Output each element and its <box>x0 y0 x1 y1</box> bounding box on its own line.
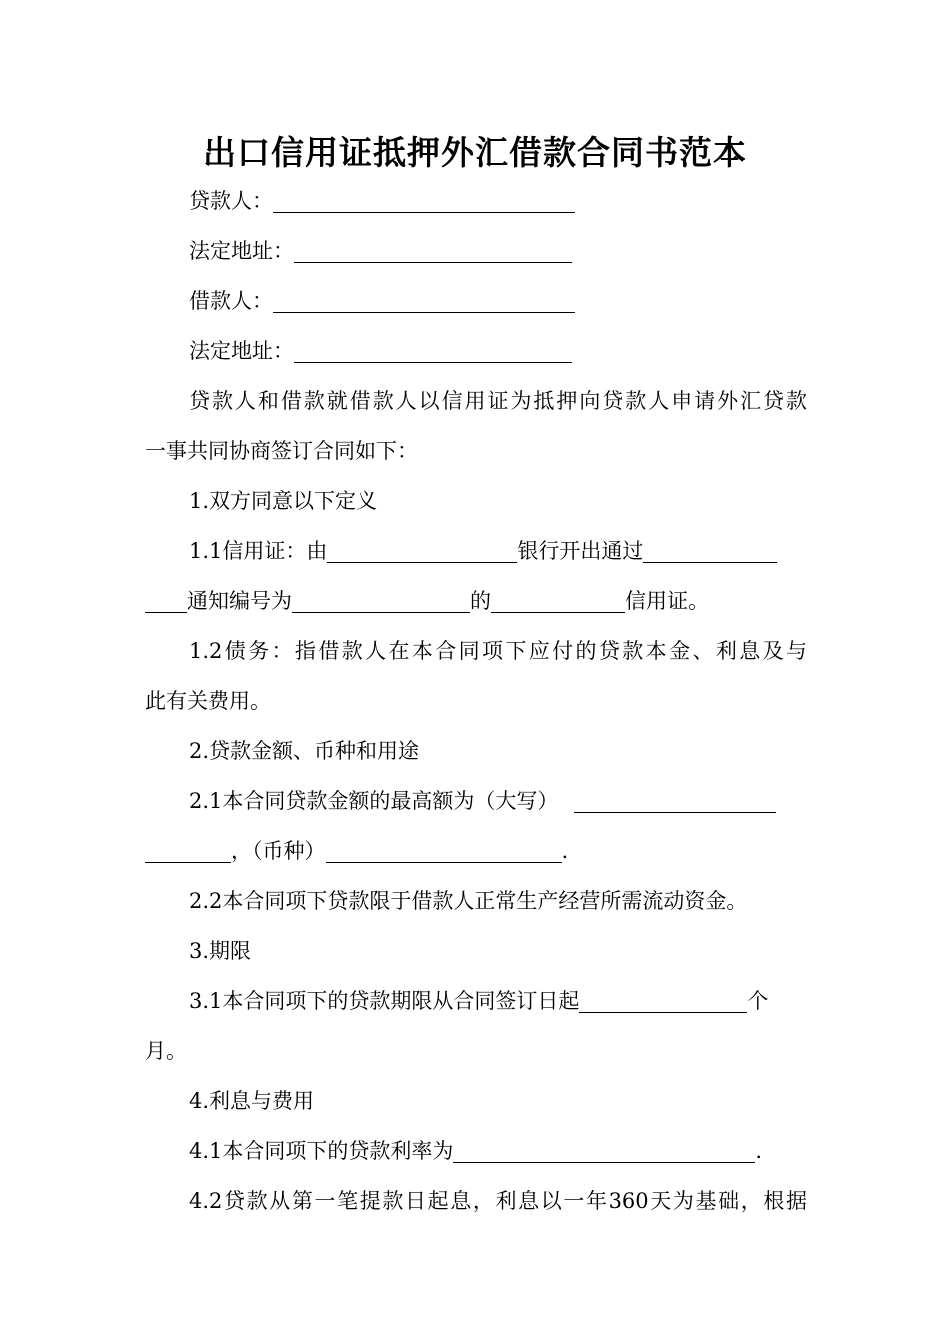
clause-1-1-text-e: 信用证。 <box>625 589 709 613</box>
lc-type-blank[interactable] <box>491 588 625 613</box>
borrower-address-line <box>145 326 807 376</box>
lender-address-blank[interactable] <box>294 238 572 263</box>
interest-rate-blank[interactable] <box>453 1138 755 1163</box>
advising-bank-blank[interactable] <box>643 538 777 563</box>
borrower-address-label: 法定地址： <box>189 339 294 363</box>
lender-label: 贷款人： <box>189 189 273 213</box>
clause-2-1-line-1 <box>145 776 807 826</box>
clause-4-1 <box>145 1126 807 1176</box>
advising-bank-blank-cont[interactable] <box>145 588 187 613</box>
clause-2-1-line-2 <box>145 826 807 876</box>
section-2-heading: 2.贷款金额、币种和用途 <box>189 739 420 763</box>
clause-3-1-line-2: 月。 <box>145 1039 187 1063</box>
clause-2-1-text-b: ，（币种） <box>231 839 326 863</box>
section-1-heading: 1.双方同意以下定义 <box>189 489 378 513</box>
clause-4-1-text-a: 4.1本合同项下的贷款利率为 <box>189 1139 454 1163</box>
clause-2-1-text-c: . <box>561 839 569 863</box>
clause-1-1-text-d: 的 <box>470 589 491 613</box>
borrower-label: 借款人： <box>189 289 273 313</box>
clause-1-1-text-c: 通知编号为 <box>187 589 292 613</box>
clause-3-1-text-a: 3.1本合同项下的贷款期限从合同签订日起 <box>189 989 580 1013</box>
clause-1-1-text-a: 1.1信用证：由 <box>189 539 328 563</box>
clause-2-1-text-a: 2.1本合同贷款金额的最高额为（大写） <box>189 789 559 813</box>
document-title: 出口信用证抵押外汇借款合同书范本 <box>203 133 747 172</box>
borrower-blank[interactable] <box>273 288 575 313</box>
section-4-heading: 4.利息与费用 <box>189 1089 315 1113</box>
clause-1-1-line-1 <box>145 526 807 576</box>
clause-2-2: 2.2本合同项下贷款限于借款人正常生产经营所需流动资金。 <box>189 889 748 913</box>
lender-line <box>145 176 807 226</box>
amount-words-blank-cont[interactable] <box>145 838 231 863</box>
clause-1-1-line-2 <box>145 576 807 626</box>
clause-3-1-line-1 <box>145 976 807 1026</box>
lender-address-line <box>145 226 807 276</box>
borrower-line <box>145 276 807 326</box>
issuing-bank-blank[interactable] <box>327 538 517 563</box>
lender-blank[interactable] <box>273 188 575 213</box>
amount-words-blank[interactable] <box>574 788 776 813</box>
intro-line-1: 贷款人和借款就借款人以信用证为抵押向贷款人申请外汇贷款 <box>189 389 807 413</box>
lender-address-label: 法定地址： <box>189 239 294 263</box>
clause-1-2-line-2: 此有关费用。 <box>145 689 271 713</box>
section-3-heading: 3.期限 <box>189 939 252 963</box>
clause-4-1-text-b: . <box>755 1139 763 1163</box>
borrower-address-blank[interactable] <box>294 338 572 363</box>
loan-term-blank[interactable] <box>579 988 747 1013</box>
intro-line-2: 一事共同协商签订合同如下： <box>145 439 418 463</box>
currency-blank[interactable] <box>326 838 562 863</box>
clause-1-1-text-b: 银行开出通过 <box>517 539 644 563</box>
clause-4-2-line-1: 4.2贷款从第一笔提款日起息，利息以一年360天为基础，根据 <box>189 1189 807 1213</box>
clause-1-2-line-1: 1.2债务：指借款人在本合同项下应付的贷款本金、利息及与 <box>189 639 807 663</box>
document-body <box>145 176 807 1226</box>
clause-3-1-text-b: 个 <box>747 989 769 1013</box>
lc-number-blank[interactable] <box>292 588 470 613</box>
